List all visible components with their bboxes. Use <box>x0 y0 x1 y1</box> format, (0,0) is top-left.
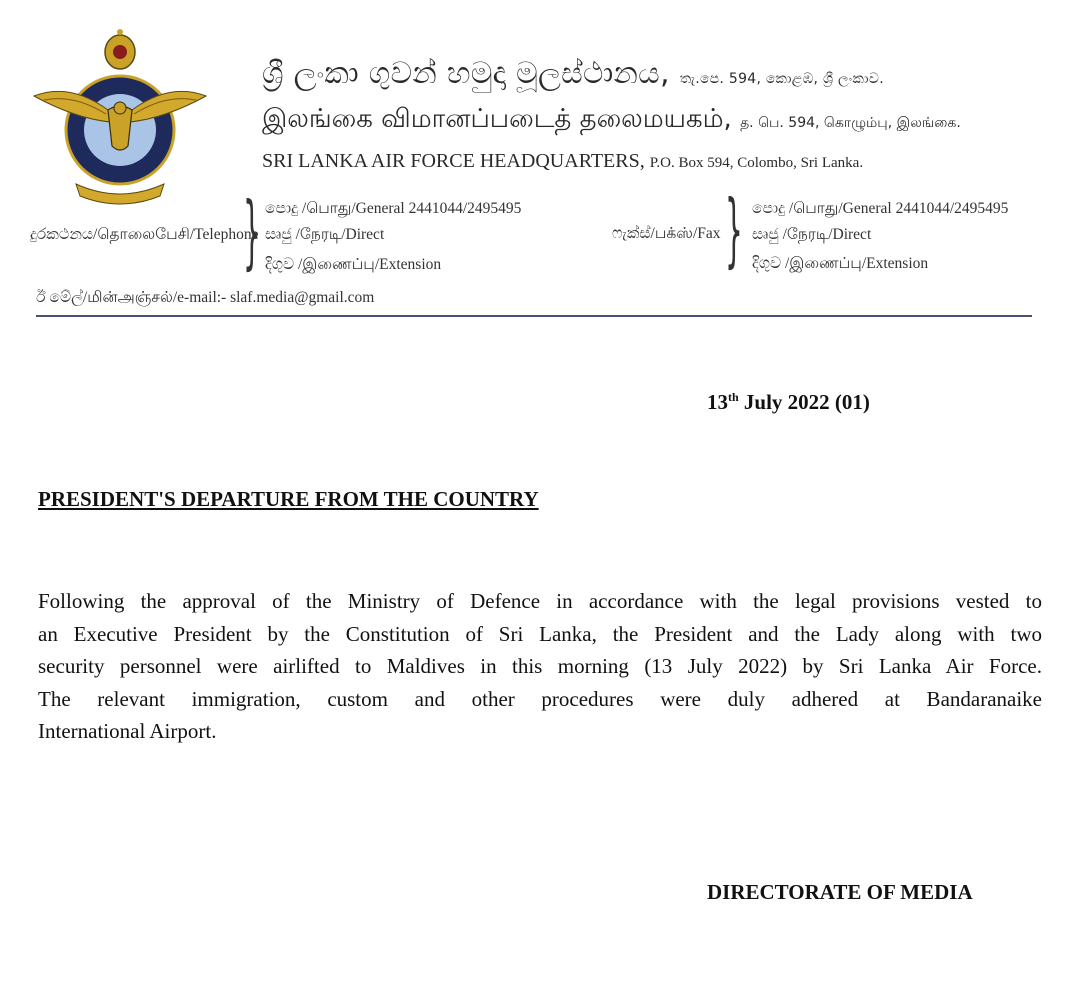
header-divider <box>36 315 1032 317</box>
body-line: The relevant immigration, custom and other procedures were duly adhered at Bandaranaike <box>38 686 1042 711</box>
fax-general: පොදු /பொது/General 2441044/2495495 <box>752 200 1009 217</box>
fax-direct: සෘජු /நேரடி/Direct <box>752 226 872 243</box>
body-line: Following the approval of the Ministry of Defence in accordance with the legal provisions vested to <box>38 589 1042 613</box>
telephone-label: දුරකථනය/தொலைபேசி/Telephone <box>30 226 259 243</box>
fax-brace: } <box>725 183 743 276</box>
date-rest: July 2022 (01) <box>738 390 870 414</box>
release-date <box>707 390 870 415</box>
date-suffix: th <box>728 390 739 404</box>
page-title: PRESIDENT'S DEPARTURE FROM THE COUNTRY <box>38 487 539 511</box>
header-english-line <box>262 150 863 173</box>
telephone-general: පොදු /பொது/General 2441044/2495495 <box>265 200 522 217</box>
date-day: 13 <box>707 390 728 414</box>
header-english-name: SRI LANKA AIR FORCE HEADQUARTERS, <box>262 150 645 172</box>
header-sinhala-name: ශ්‍රී ලංකා ගුවන් හමුදා මූලස්ථානය, <box>262 56 670 91</box>
signature: DIRECTORATE OF MEDIA <box>707 880 973 904</box>
header-tamil-address: த. பெ. 594, கொழும்பு, இலங்கை. <box>740 115 961 131</box>
header-tamil-name: இலங்கை விமானப்படைத் தலைமயகம், <box>262 104 732 134</box>
header-english-address: P.O. Box 594, Colombo, Sri Lanka. <box>649 155 864 171</box>
email-line: ඊ මේල්/மின்அஞ்சல்/e-mail:- slaf.media@gmail.com <box>36 289 375 306</box>
body-line: International Airport. <box>38 719 217 743</box>
body-line: security personnel were airlifted to Maldives in this morning (13 July 2022) by Sri Lanka Air Force. <box>38 654 1042 678</box>
body-paragraph <box>38 585 1042 748</box>
fax-label: ෆැක්ස්/பக்ஸ்/Fax <box>612 225 721 242</box>
header-sinhala-line <box>262 56 884 91</box>
fax-extension: දිගුව /இணைப்பு/Extension <box>752 255 929 272</box>
header-tamil-line <box>262 104 961 137</box>
telephone-brace: } <box>243 185 261 278</box>
telephone-extension: දිගුව /இணைப்பு/Extension <box>265 256 442 273</box>
header-sinhala-address: තැ.පෙ. 594, කොළඹ, ශ්‍රී ලංකාව. <box>679 71 884 87</box>
air-force-crest-icon <box>30 22 210 210</box>
body-line: an Executive President by the Constitution of Sri Lanka, the President and the Lady along with two <box>38 621 1042 646</box>
telephone-direct: සෘජු /நேரடி/Direct <box>265 226 385 243</box>
